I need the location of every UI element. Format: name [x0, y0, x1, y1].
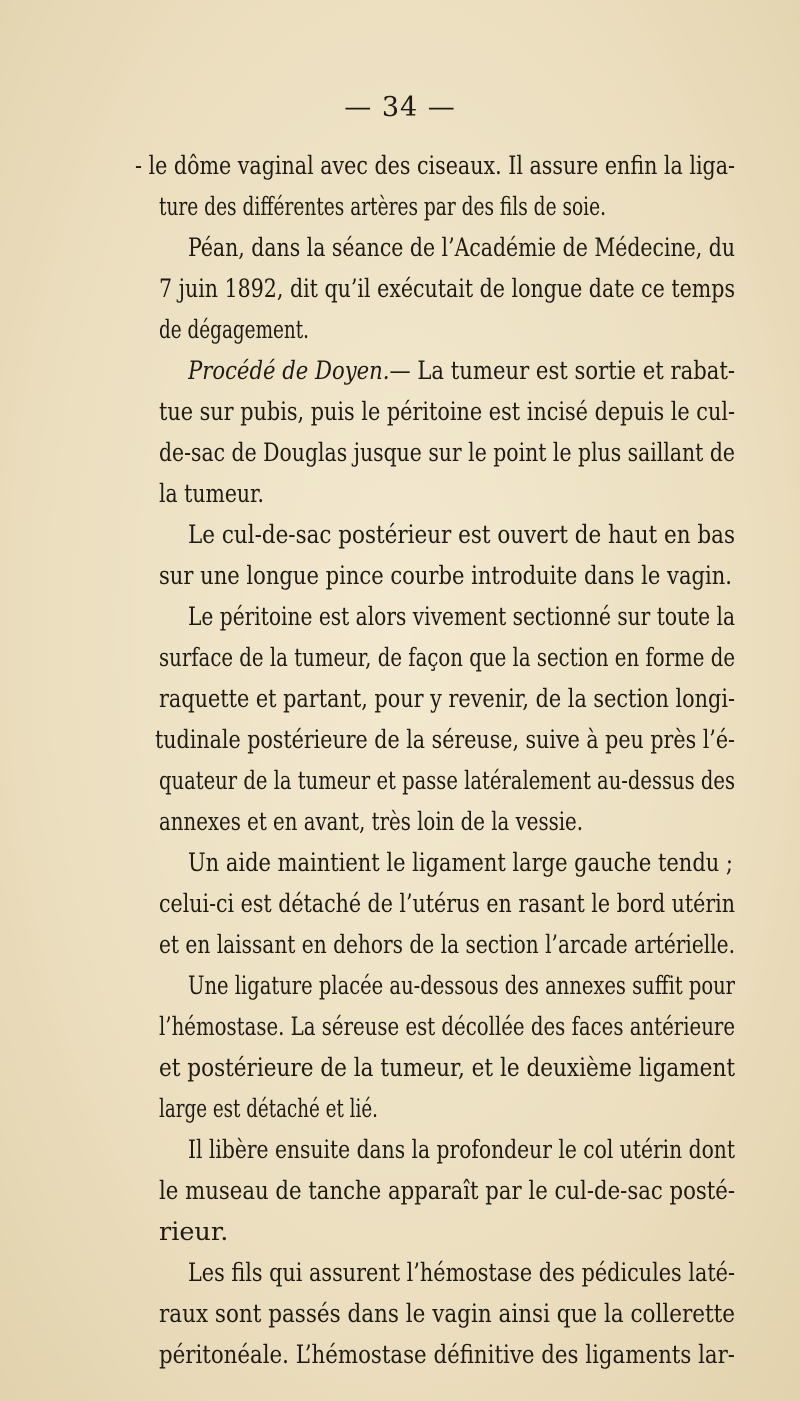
- text-line: Une ligature placée au-dessous des annexes suffit pour: [188, 971, 735, 1001]
- text-line: l’hémostase. La séreuse est décollée des faces antérieure: [159, 1012, 735, 1042]
- text-line: Les fils qui assurent l’hémostase des pédicules laté-: [188, 1258, 735, 1288]
- text-line: de dégagement.: [159, 315, 309, 345]
- text-line: Péan, dans la séance de l’Académie de Médecine, du: [188, 233, 735, 263]
- text-line: large est détaché et lié.: [159, 1094, 378, 1124]
- text-line: de-sac de Douglas jusque sur le point le plus saillant de: [159, 438, 735, 468]
- text-line: Un aide maintient le ligament large gauche tendu ;: [188, 848, 733, 878]
- text-line: - le dôme vaginal avec des ciseaux. Il assure enfin la liga-: [135, 151, 735, 181]
- text-line: tue sur pubis, puis le péritoine est incisé depuis le cul-: [159, 397, 735, 427]
- text-line: le museau de tanche apparaît par le cul-de-sac posté-: [159, 1176, 735, 1206]
- text-line: et postérieure de la tumeur, et le deuxième ligament: [159, 1053, 735, 1083]
- text-line: sur une longue pince courbe introduite dans le vagin.: [159, 561, 732, 591]
- text-line: quateur de la tumeur et passe latéralement au-dessus des: [159, 766, 735, 796]
- text-line: 7 juin 1892, dit qu’il exécutait de longue date ce temps: [159, 274, 735, 304]
- text-line: raux sont passés dans le vagin ainsi que la collerette: [159, 1299, 735, 1329]
- text-line: la tumeur.: [159, 479, 264, 509]
- text-line: raquette et partant, pour y revenir, de la section longi-: [159, 684, 735, 714]
- text-line: rieur.: [159, 1217, 229, 1247]
- page-number: — 34 —: [344, 92, 456, 123]
- text-line: surface de la tumeur, de façon que la section en forme de: [159, 643, 735, 673]
- text-line: annexes et en avant, très loin de la vessie.: [159, 807, 583, 837]
- text-line: péritonéale. L’hémostase définitive des ligaments lar-: [159, 1340, 735, 1370]
- text-line: tudinale postérieure de la séreuse, suive à peu près l’é-: [155, 725, 735, 755]
- text-line: Il libère ensuite dans la profondeur le col utérin dont: [188, 1135, 735, 1165]
- text-line: Le péritoine est alors vivement sectionné sur toute la: [188, 602, 735, 632]
- text-line: ture des différentes artères par des fils de soie.: [159, 192, 606, 222]
- text-line: celui-ci est détaché de l’utérus en rasant le bord utérin: [159, 889, 735, 919]
- italic-heading: Procédé de Doyen.: [188, 356, 390, 386]
- text-line: Procédé de Doyen.— La tumeur est sortie et rabat-: [188, 351, 735, 391]
- text-line: et en laissant en dehors de la section l’arcade artérielle.: [159, 930, 735, 960]
- text-line: Le cul-de-sac postérieur est ouvert de haut en bas: [188, 520, 735, 550]
